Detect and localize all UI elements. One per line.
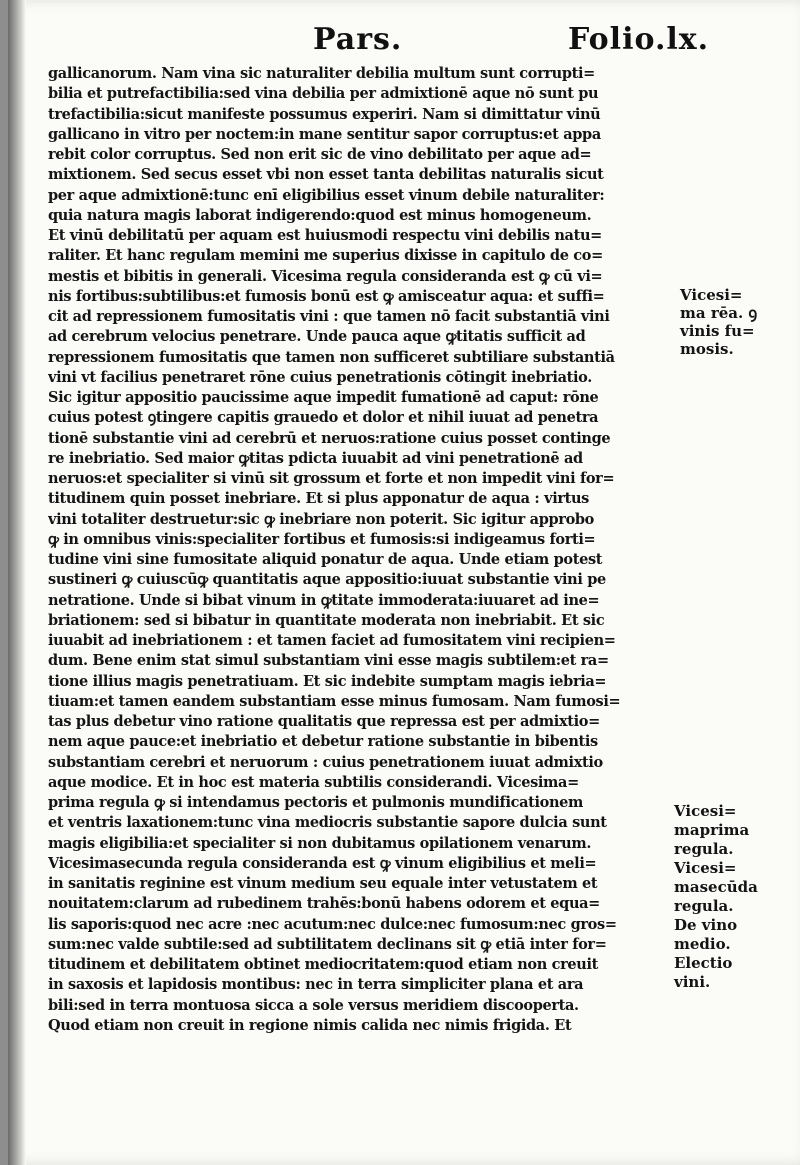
marginal-note-line: Vicesi= [674, 802, 737, 820]
marginal-note-line: De vino [674, 916, 738, 934]
marginal-note-line: regula. [674, 840, 734, 858]
text-line: nem aque pauce:et inebriatio et debetur ratione substantie in bibentis [48, 733, 598, 751]
text-line: cit ad repressionem fumositatis vini : que tamen nō facit substantiā vini [48, 308, 610, 325]
text-line: in saxosis et lapidosis montibus: nec in terra simpliciter plana et ara [48, 976, 584, 994]
marginal-note-2 [674, 802, 758, 992]
marginal-note-line: vini. [674, 973, 711, 991]
text-line: vini totaliter destruetur:sic ꝙ inebriare non poterit. Sic igitur approbo [48, 510, 595, 528]
marginal-note-line: maprima [674, 821, 750, 839]
text-line: raliter. Et hanc regulam memini me superius dixisse in capitulo de co= [48, 247, 603, 265]
text-line: Quod etiam non creuit in regione nimis calida nec nimis frigida. Et [48, 1016, 572, 1034]
marginal-note-line: mosis. [680, 340, 734, 358]
text-line: ꝙ in omnibus vinis:specialiter fortibus et fumosis:si indigeamus forti= [48, 530, 596, 548]
text-line: ad cerebrum velocius penetrare. Unde pauca aque ꝙtitatis sufficit ad [48, 328, 586, 346]
page-header [8, 20, 800, 60]
marginal-note-line: Electio [674, 954, 733, 972]
text-line: trefactibilia:sicut manifeste possumus experiri. Nam si dimittatur vinū [48, 105, 601, 123]
marginal-note-line: regula. [674, 897, 734, 915]
text-line: nouitatem:clarum ad rubedinem trahēs:bonū habens odorem et equa= [48, 895, 600, 913]
text-line: tiuam:et tamen eandem substantiam esse minus fumosam. Nam fumosi= [48, 692, 621, 710]
text-line: tionē substantie vini ad cerebrū et neruos:ratione cuius posset continge [48, 429, 611, 447]
text-line: nis fortibus:subtilibus:et fumosis bonū est ꝙ amisceatur aqua: et suffi= [48, 287, 605, 305]
text-line: prima regula ꝙ si intendamus pectoris et pulmonis mundificationem [48, 794, 584, 811]
text-line: bilia et putrefactibilia:sed vina debilia per admixtionē aque nō sunt pu [48, 85, 599, 103]
text-line: lis saporis:quod nec acre :nec acutum:nec dulce:nec fumosum:nec gros= [48, 915, 617, 933]
text-line: vini vt facilius penetraret rōne cuius penetrationis cōtingit inebriatio. [48, 368, 592, 386]
text-line: sustineri ꝙ cuiuscūꝙ quantitatis aque appositio:iuuat substantie vini pe [48, 571, 606, 589]
text-line: et ventris laxationem:tunc vina mediocris substantie sapore dulcia sunt [48, 814, 607, 832]
header-pars: Pars. [313, 22, 403, 57]
text-line: mestis et bibitis in generali. Vicesima regula consideranda est ꝙ cū vi= [48, 267, 603, 285]
text-line: re inebriatio. Sed maior ꝙtitas pdicta iuuabit ad vini penetrationē ad [48, 449, 583, 467]
marginal-note-1 [680, 286, 757, 358]
text-line: cuius potest ꝯtingere capitis grauedo et dolor et nihil iuuat ad penetra [48, 409, 599, 427]
text-line: iuuabit ad inebriationem : et tamen faciet ad fumositatem vini recipien= [48, 632, 616, 649]
main-text-block [48, 64, 673, 1036]
text-line: gallicanorum. Nam vina sic naturaliter debilia multum sunt corrupti= [48, 65, 595, 82]
text-line: aque modice. Et in hoc est materia subtilis considerandi. Vicesima= [48, 773, 579, 791]
text-line: repressionem fumositatis que tamen non sufficeret subtiliare substantiā [48, 348, 615, 366]
book-page [8, 0, 800, 1165]
text-line: mixtionem. Sed secus esset vbi non esset tanta debilitas naturalis sicut [48, 166, 604, 184]
text-line: dum. Bene enim stat simul substantiam vini esse magis subtilem:et ra= [48, 652, 609, 670]
marginal-note-line: ma rēa. ꝯ [680, 304, 758, 322]
text-line: titudinem et debilitatem obtinet mediocritatem:quod etiam non creuit [48, 956, 598, 973]
text-line: bili:sed in terra montuosa sicca a sole versus meridiem discooperta. [48, 996, 579, 1014]
marginal-note-line: Vicesi= [674, 859, 737, 877]
page-gutter-shadow [8, 0, 26, 1165]
text-line: per aque admixtionē:tunc enī eligibilius esset vinum debile naturaliter: [48, 186, 605, 204]
text-line: tione illius magis penetratiuam. Et sic indebite sumptam magis iebria= [48, 672, 607, 690]
text-line: tudine vini sine fumositate aliquid ponatur de aqua. Unde etiam potest [48, 551, 603, 568]
text-line: neruos:et specialiter si vinū sit grossum et forte et non impedit vini for= [48, 470, 615, 487]
text-line: in sanitatis reginine est vinum medium seu equale inter vetustatem et [48, 875, 598, 892]
text-line: Vicesimasecunda regula consideranda est ꝙ vinum eligibilius et meli= [48, 854, 597, 872]
text-line: quia natura magis laborat indigerendo:quod est minus homogeneum. [48, 206, 592, 224]
text-line: magis eligibilia:et specialiter si non dubitamus opilationem venarum. [48, 834, 592, 852]
text-line: briationem: sed si bibatur in quantitate moderata non inebriabit. Et sic [48, 611, 605, 629]
text-line: substantiam cerebri et neruorum : cuius penetrationem iuuat admixtio [48, 753, 603, 771]
marginal-note-line: vinis fu= [680, 322, 755, 340]
text-line: sum:nec valde subtile:sed ad subtilitatem declinans sit ꝙ etiā inter for= [48, 935, 607, 953]
header-folio: Folio.lx. [568, 22, 710, 57]
text-line: gallicano in vitro per noctem:in mane sentitur sapor corruptus:et appa [48, 125, 601, 143]
text-line: tas plus debetur vino ratione qualitatis que repressa est per admixtio= [48, 713, 600, 730]
text-line: titudinem quin posset inebriare. Et si plus apponatur de aqua : virtus [48, 490, 589, 508]
text-line: netratione. Unde si bibat vinum in ꝙtitate immoderata:iuuaret ad ine= [48, 591, 600, 609]
marginal-note-line: masecūda [674, 878, 758, 896]
marginal-note-line: medio. [674, 935, 731, 953]
marginal-note-line: Vicesi= [680, 286, 743, 304]
text-line: Et vinū debilitatū per aquam est huiusmodi respectu vini debilis natu= [48, 227, 602, 244]
text-line: rebit color corruptus. Sed non erit sic de vino debilitato per aque ad= [48, 146, 592, 163]
text-line: Sic igitur appositio paucissime aque impedit fumationē ad caput: rōne [48, 389, 599, 406]
